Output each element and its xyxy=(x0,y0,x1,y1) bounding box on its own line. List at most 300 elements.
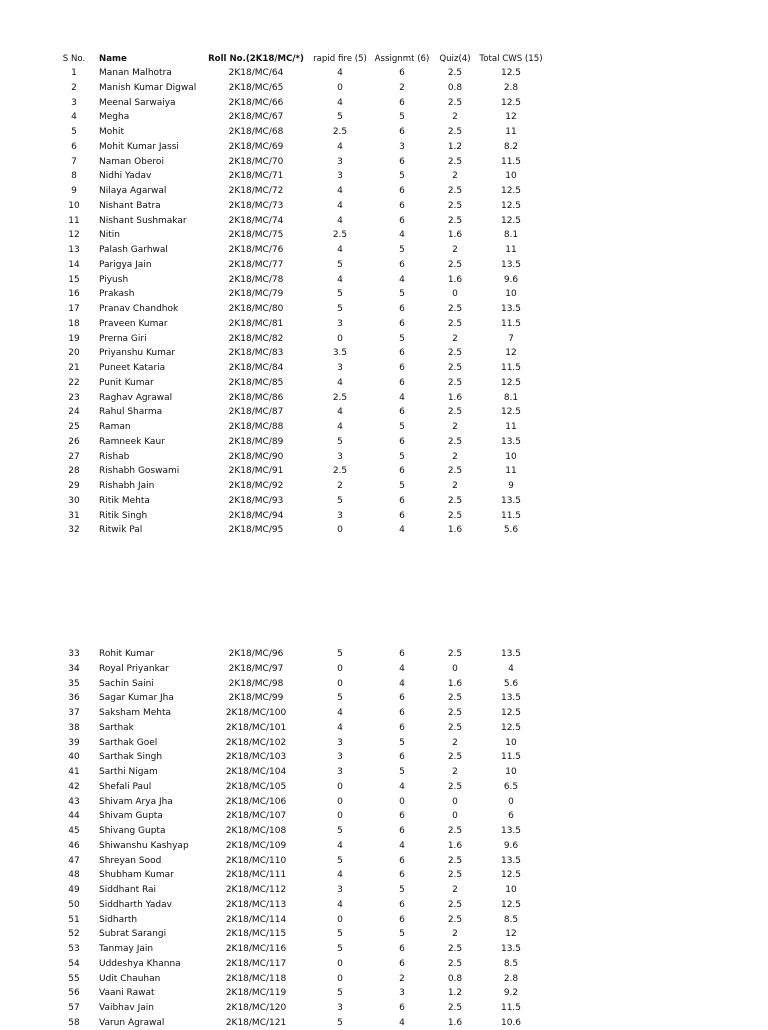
cell-rapid-fire: 0 xyxy=(337,525,343,536)
cell-quiz: 1.6 xyxy=(447,230,463,241)
cell-rapid-fire: 0 xyxy=(337,796,343,807)
cell-quiz: 1.6 xyxy=(447,678,463,689)
cell-sno: 42 xyxy=(68,781,80,792)
header-rapid-fire: rapid fire (5) xyxy=(313,54,367,64)
cell-total: 10 xyxy=(505,767,517,777)
cell-assignment: 6 xyxy=(399,407,405,418)
cell-assignment: 5 xyxy=(399,929,405,940)
cell-name: Parigya Jain xyxy=(99,259,152,270)
cell-assignment: 6 xyxy=(399,752,405,763)
cell-roll-no: 2K18/MC/69 xyxy=(228,141,284,152)
cell-roll-no: 2K18/MC/74 xyxy=(228,215,284,226)
cell-roll-no: 2K18/MC/94 xyxy=(228,510,284,521)
cell-quiz: 2.5 xyxy=(447,304,463,314)
table-row xyxy=(0,883,768,898)
cell-total: 11.5 xyxy=(500,156,522,167)
cell-rapid-fire: 4 xyxy=(337,840,343,851)
cell-roll-no: 2K18/MC/64 xyxy=(228,68,284,78)
cell-roll-no: 2K18/MC/81 xyxy=(228,318,284,329)
cell-sno: 56 xyxy=(68,988,80,999)
cell-name: Palash Garhwal xyxy=(99,245,168,255)
cell-total: 11 xyxy=(505,245,517,255)
cell-rapid-fire: 0 xyxy=(337,678,343,689)
cell-roll-no: 2K18/MC/86 xyxy=(228,392,284,403)
cell-rapid-fire: 0 xyxy=(337,781,343,792)
cell-roll-no: 2K18/MC/101 xyxy=(225,722,287,733)
cell-rapid-fire: 5 xyxy=(337,289,343,300)
cell-name: Shreyan Sood xyxy=(99,855,162,866)
cell-name: Priyanshu Kumar xyxy=(99,348,176,359)
cell-sno: 29 xyxy=(68,481,80,491)
cell-quiz: 0 xyxy=(452,796,458,807)
cell-rapid-fire: 3 xyxy=(337,156,343,167)
cell-sno: 35 xyxy=(68,678,80,689)
cell-assignment: 4 xyxy=(399,663,405,674)
cell-sno: 22 xyxy=(68,377,80,388)
cell-total: 13.5 xyxy=(500,855,522,866)
cell-assignment: 6 xyxy=(399,186,405,196)
cell-roll-no: 2K18/MC/70 xyxy=(228,156,284,167)
cell-quiz: 2.5 xyxy=(447,68,463,78)
cell-total: 10 xyxy=(505,171,517,182)
cell-quiz: 1.2 xyxy=(447,988,463,999)
cell-roll-no: 2K18/MC/98 xyxy=(228,678,284,689)
cell-rapid-fire: 5 xyxy=(337,1017,343,1028)
cell-rapid-fire: 4 xyxy=(337,97,343,108)
cell-quiz: 2.5 xyxy=(447,259,463,270)
table-row xyxy=(0,420,768,435)
cell-sno: 9 xyxy=(71,186,77,196)
cell-assignment: 6 xyxy=(399,958,405,969)
cell-name: Prerna Giri xyxy=(99,333,147,344)
cell-quiz: 2.5 xyxy=(447,781,463,792)
cell-total: 5.6 xyxy=(503,678,519,689)
cell-name: Punit Kumar xyxy=(99,377,154,388)
cell-assignment: 4 xyxy=(399,392,405,403)
cell-roll-no: 2K18/MC/85 xyxy=(228,377,284,388)
cell-roll-no: 2K18/MC/99 xyxy=(228,693,284,704)
cell-roll-no: 2K18/MC/71 xyxy=(228,171,284,182)
cell-roll-no: 2K18/MC/119 xyxy=(225,988,287,999)
cell-sno: 49 xyxy=(68,885,80,895)
cell-name: Puneet Kataria xyxy=(99,363,166,373)
cell-quiz: 2.5 xyxy=(447,348,463,359)
cell-quiz: 2.5 xyxy=(447,407,463,418)
cell-assignment: 6 xyxy=(399,914,405,925)
cell-name: Megha xyxy=(99,112,130,123)
cell-roll-no: 2K18/MC/83 xyxy=(228,348,284,359)
cell-sno: 51 xyxy=(68,914,80,925)
table-row xyxy=(0,1016,768,1030)
cell-sno: 32 xyxy=(68,525,80,536)
cell-name: Shivam Arya Jha xyxy=(99,796,173,807)
cell-total: 7 xyxy=(508,333,514,344)
cell-assignment: 4 xyxy=(399,230,405,241)
cell-name: Udit Chauhan xyxy=(99,973,161,984)
cell-rapid-fire: 4 xyxy=(337,870,343,881)
cell-roll-no: 2K18/MC/120 xyxy=(225,1003,287,1013)
cell-roll-no: 2K18/MC/113 xyxy=(225,899,287,910)
cell-quiz: 2.5 xyxy=(447,708,463,718)
cell-sno: 55 xyxy=(68,973,80,984)
cell-name: Tanmay Jain xyxy=(99,944,154,954)
cell-total: 9.6 xyxy=(503,840,519,851)
cell-quiz: 2.5 xyxy=(447,156,463,167)
cell-assignment: 4 xyxy=(399,840,405,851)
cell-quiz: 2 xyxy=(452,929,458,940)
cell-quiz: 2.5 xyxy=(447,127,463,137)
cell-rapid-fire: 0 xyxy=(337,973,343,984)
cell-sno: 3 xyxy=(71,97,77,108)
cell-rapid-fire: 0 xyxy=(337,82,343,93)
cell-roll-no: 2K18/MC/73 xyxy=(228,200,284,211)
cell-sno: 33 xyxy=(68,649,80,659)
cell-rapid-fire: 3 xyxy=(337,510,343,521)
cell-sno: 57 xyxy=(68,1003,80,1013)
cell-assignment: 6 xyxy=(399,708,405,718)
cell-total: 12.5 xyxy=(500,97,522,108)
cell-rapid-fire: 5 xyxy=(337,826,343,836)
cell-sno: 12 xyxy=(68,230,80,241)
cell-rapid-fire: 4 xyxy=(337,186,343,196)
cell-rapid-fire: 4 xyxy=(337,422,343,432)
cell-roll-no: 2K18/MC/115 xyxy=(225,929,287,940)
cell-assignment: 5 xyxy=(399,737,405,748)
cell-name: Vaani Rawat xyxy=(99,988,155,999)
cell-name: Sarthi Nigam xyxy=(99,767,158,777)
cell-total: 9 xyxy=(508,481,514,491)
table-row xyxy=(0,780,768,795)
cell-assignment: 5 xyxy=(399,289,405,300)
cell-sno: 50 xyxy=(68,899,80,910)
table-row xyxy=(0,721,768,736)
cell-name: Rohit Kumar xyxy=(99,649,155,659)
cell-quiz: 2.5 xyxy=(447,318,463,329)
table-row xyxy=(0,479,768,494)
cell-roll-no: 2K18/MC/87 xyxy=(228,407,284,418)
cell-quiz: 2.5 xyxy=(447,870,463,881)
cell-name: Sarthak Goel xyxy=(99,737,158,748)
cell-sno: 30 xyxy=(68,495,80,506)
table-row xyxy=(0,243,768,258)
cell-quiz: 2 xyxy=(452,333,458,344)
cell-total: 11.5 xyxy=(500,752,522,763)
cell-assignment: 6 xyxy=(399,722,405,733)
cell-sno: 7 xyxy=(71,156,77,167)
cell-assignment: 6 xyxy=(399,1003,405,1013)
cell-quiz: 2 xyxy=(452,481,458,491)
cell-quiz: 2.5 xyxy=(447,649,463,659)
table-header xyxy=(0,52,768,67)
cell-total: 11.5 xyxy=(500,510,522,521)
cell-name: Rahul Sharma xyxy=(99,407,163,418)
cell-sno: 14 xyxy=(68,259,80,270)
cell-roll-no: 2K18/MC/107 xyxy=(225,811,287,822)
cell-assignment: 6 xyxy=(399,215,405,226)
cell-assignment: 6 xyxy=(399,127,405,137)
cell-name: Sidharth xyxy=(99,914,138,925)
cell-sno: 53 xyxy=(68,944,80,954)
cell-name: Ritik Singh xyxy=(99,510,148,521)
cell-roll-no: 2K18/MC/116 xyxy=(225,944,287,954)
cell-rapid-fire: 0 xyxy=(337,914,343,925)
cell-total: 4 xyxy=(508,663,514,674)
cell-assignment: 5 xyxy=(399,333,405,344)
cell-total: 2.8 xyxy=(503,82,519,93)
cell-roll-no: 2K18/MC/78 xyxy=(228,274,284,285)
table-row xyxy=(0,677,768,692)
table-row xyxy=(0,691,768,706)
cell-assignment: 6 xyxy=(399,510,405,521)
cell-assignment: 3 xyxy=(399,141,405,152)
cell-assignment: 5 xyxy=(399,885,405,895)
cell-assignment: 6 xyxy=(399,693,405,704)
cell-total: 12.5 xyxy=(500,722,522,733)
cell-assignment: 6 xyxy=(399,363,405,373)
cell-assignment: 6 xyxy=(399,377,405,388)
cell-quiz: 2.5 xyxy=(447,693,463,704)
cell-rapid-fire: 4 xyxy=(337,245,343,255)
cell-sno: 37 xyxy=(68,708,80,718)
cell-total: 12.5 xyxy=(500,68,522,78)
cell-total: 8.5 xyxy=(503,958,519,969)
table-row xyxy=(0,662,768,677)
cell-name: Pranav Chandhok xyxy=(99,304,179,314)
cell-sno: 10 xyxy=(68,200,80,211)
table-row xyxy=(0,214,768,229)
cell-sno: 21 xyxy=(68,363,80,373)
cell-sno: 16 xyxy=(68,289,80,300)
cell-quiz: 1.2 xyxy=(447,141,463,152)
cell-name: Siddhant Rai xyxy=(99,885,157,895)
cell-assignment: 6 xyxy=(399,304,405,314)
table-row xyxy=(0,942,768,957)
cell-name: Saksham Mehta xyxy=(99,708,172,718)
table-row xyxy=(0,647,768,662)
cell-name: Ritwik Pal xyxy=(99,525,143,536)
cell-name: Shivang Gupta xyxy=(99,826,166,836)
cell-total: 10 xyxy=(505,289,517,300)
header-assignment: Assignmt (6) xyxy=(374,54,430,64)
cell-total: 8.5 xyxy=(503,914,519,925)
cell-roll-no: 2K18/MC/117 xyxy=(225,958,287,969)
cell-quiz: 2.5 xyxy=(447,855,463,866)
cell-name: Subrat Sarangi xyxy=(99,929,167,940)
cell-assignment: 6 xyxy=(399,259,405,270)
cell-name: Prakash xyxy=(99,289,135,300)
cell-assignment: 6 xyxy=(399,348,405,359)
cell-sno: 26 xyxy=(68,436,80,447)
cell-quiz: 2.5 xyxy=(447,377,463,388)
cell-total: 10 xyxy=(505,451,517,462)
cell-rapid-fire: 5 xyxy=(337,929,343,940)
cell-quiz: 0 xyxy=(452,811,458,822)
cell-name: Shefali Paul xyxy=(99,781,152,792)
table-row xyxy=(0,854,768,869)
cell-name: Sarthak xyxy=(99,722,134,733)
cell-sno: 8 xyxy=(71,171,77,182)
cell-assignment: 0 xyxy=(399,796,405,807)
cell-quiz: 2.5 xyxy=(447,826,463,836)
table-row xyxy=(0,913,768,928)
table-row xyxy=(0,523,768,538)
cell-name: Sarthak Singh xyxy=(99,752,163,763)
cell-rapid-fire: 3 xyxy=(337,363,343,373)
cell-rapid-fire: 3 xyxy=(337,171,343,182)
cell-name: Nishant Batra xyxy=(99,200,161,211)
cell-sno: 18 xyxy=(68,318,80,329)
cell-quiz: 2 xyxy=(452,112,458,123)
cell-rapid-fire: 5 xyxy=(337,944,343,954)
cell-rapid-fire: 5 xyxy=(337,112,343,123)
cell-roll-no: 2K18/MC/97 xyxy=(228,663,284,674)
cell-quiz: 1.6 xyxy=(447,840,463,851)
cell-sno: 27 xyxy=(68,451,80,462)
cell-sno: 31 xyxy=(68,510,80,521)
cell-total: 9.2 xyxy=(503,988,519,999)
cell-rapid-fire: 3 xyxy=(337,885,343,895)
cell-rapid-fire: 2.5 xyxy=(332,392,348,403)
cell-assignment: 6 xyxy=(399,156,405,167)
cell-quiz: 2 xyxy=(452,737,458,748)
table-row xyxy=(0,898,768,913)
cell-rapid-fire: 4 xyxy=(337,407,343,418)
cell-rapid-fire: 4 xyxy=(337,377,343,388)
cell-total: 10.6 xyxy=(500,1017,522,1028)
cell-total: 11.5 xyxy=(500,1003,522,1013)
cell-rapid-fire: 3 xyxy=(337,752,343,763)
cell-sno: 34 xyxy=(68,663,80,674)
table-row xyxy=(0,140,768,155)
table-row xyxy=(0,972,768,987)
cell-quiz: 2 xyxy=(452,767,458,777)
cell-assignment: 6 xyxy=(399,944,405,954)
header-roll: Roll No.(2K18/MC/*) xyxy=(208,54,304,64)
cell-roll-no: 2K18/MC/76 xyxy=(228,245,284,255)
cell-name: Nishant Sushmakar xyxy=(99,215,187,226)
cell-sno: 15 xyxy=(68,274,80,285)
cell-total: 2.8 xyxy=(503,973,519,984)
cell-assignment: 5 xyxy=(399,422,405,432)
table-row xyxy=(0,361,768,376)
table-row xyxy=(0,868,768,883)
header-quiz: Quiz(4) xyxy=(439,54,471,64)
cell-sno: 45 xyxy=(68,826,80,836)
cell-sno: 1 xyxy=(71,68,77,78)
cell-sno: 46 xyxy=(68,840,80,851)
cell-total: 13.5 xyxy=(500,944,522,954)
cell-total: 12.5 xyxy=(500,186,522,196)
cell-total: 12.5 xyxy=(500,200,522,211)
table-row xyxy=(0,736,768,751)
cell-assignment: 5 xyxy=(399,481,405,491)
cell-total: 5.6 xyxy=(503,525,519,536)
cell-quiz: 2 xyxy=(452,245,458,255)
cell-rapid-fire: 3 xyxy=(337,767,343,777)
cell-sno: 43 xyxy=(68,796,80,807)
cell-name: Rishabh Jain xyxy=(99,481,155,491)
cell-name: Sachin Saini xyxy=(99,678,154,689)
cell-roll-no: 2K18/MC/110 xyxy=(225,855,287,866)
cell-assignment: 5 xyxy=(399,171,405,182)
cell-name: Shiwanshu Kashyap xyxy=(99,840,189,851)
cell-quiz: 2 xyxy=(452,422,458,432)
cell-assignment: 3 xyxy=(399,988,405,999)
cell-quiz: 2.5 xyxy=(447,97,463,108)
cell-name: Shubham Kumar xyxy=(99,870,174,881)
cell-roll-no: 2K18/MC/114 xyxy=(225,914,287,925)
table-row xyxy=(0,824,768,839)
table-row xyxy=(0,273,768,288)
cell-name: Mohit Kumar Jassi xyxy=(99,141,179,152)
cell-roll-no: 2K18/MC/95 xyxy=(228,525,284,536)
table-row xyxy=(0,809,768,824)
table-row xyxy=(0,184,768,199)
cell-quiz: 2.5 xyxy=(447,722,463,733)
cell-name: Manish Kumar Digwal xyxy=(99,82,197,93)
cell-total: 13.5 xyxy=(500,826,522,836)
table-row xyxy=(0,376,768,391)
cell-roll-no: 2K18/MC/103 xyxy=(225,752,287,763)
table-row xyxy=(0,509,768,524)
cell-assignment: 6 xyxy=(399,318,405,329)
cell-assignment: 4 xyxy=(399,1017,405,1028)
cell-sno: 19 xyxy=(68,333,80,344)
cell-quiz: 2.5 xyxy=(447,899,463,910)
cell-quiz: 2.5 xyxy=(447,1003,463,1013)
cell-quiz: 0.8 xyxy=(447,82,463,93)
cell-name: Nilaya Agarwal xyxy=(99,186,167,196)
cell-name: Uddeshya Khanna xyxy=(99,958,181,969)
table-row xyxy=(0,199,768,214)
cell-rapid-fire: 4 xyxy=(337,708,343,718)
cell-sno: 39 xyxy=(68,737,80,748)
cell-rapid-fire: 3 xyxy=(337,451,343,462)
cell-total: 12 xyxy=(505,929,517,940)
table-row xyxy=(0,750,768,765)
cell-quiz: 2.5 xyxy=(447,200,463,211)
cell-total: 11 xyxy=(505,422,517,432)
cell-name: Raman xyxy=(99,422,131,432)
cell-sno: 47 xyxy=(68,855,80,866)
cell-assignment: 4 xyxy=(399,274,405,285)
cell-roll-no: 2K18/MC/80 xyxy=(228,304,284,314)
table-row xyxy=(0,332,768,347)
cell-sno: 6 xyxy=(71,141,77,152)
cell-total: 12.5 xyxy=(500,407,522,418)
cell-name: Meenal Sarwaiya xyxy=(99,97,176,108)
cell-rapid-fire: 5 xyxy=(337,304,343,314)
table-row xyxy=(0,391,768,406)
cell-sno: 13 xyxy=(68,245,80,255)
table-row xyxy=(0,450,768,465)
cell-quiz: 2.5 xyxy=(447,436,463,447)
cell-roll-no: 2K18/MC/72 xyxy=(228,186,284,196)
cell-rapid-fire: 5 xyxy=(337,495,343,506)
cell-roll-no: 2K18/MC/91 xyxy=(228,466,284,477)
cell-name: Ritik Mehta xyxy=(99,495,150,506)
cell-roll-no: 2K18/MC/66 xyxy=(228,97,284,108)
cell-rapid-fire: 2 xyxy=(337,481,343,491)
cell-name: Nidhi Yadav xyxy=(99,171,152,182)
table-row xyxy=(0,927,768,942)
cell-roll-no: 2K18/MC/84 xyxy=(228,363,284,373)
cell-quiz: 2 xyxy=(452,451,458,462)
table-row xyxy=(0,765,768,780)
cell-roll-no: 2K18/MC/112 xyxy=(225,885,287,895)
cell-name: Praveen Kumar xyxy=(99,318,168,329)
cell-total: 11 xyxy=(505,466,517,477)
